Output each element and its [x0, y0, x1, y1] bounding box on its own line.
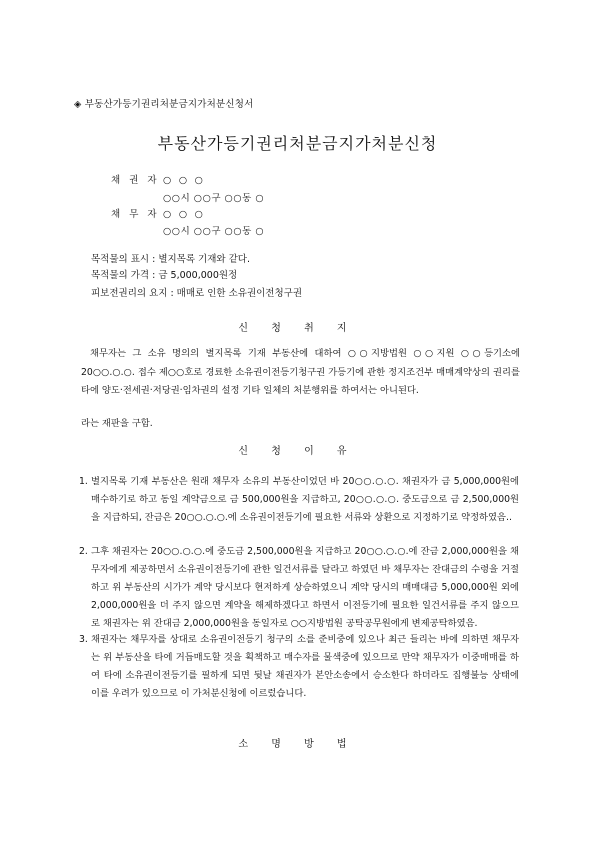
debtor-label: 채 무 자 — [111, 209, 160, 220]
object-display: 목적물의 표시 : 별지목록 기재와 같다. — [91, 254, 250, 265]
object-price: 목적물의 가격 : 금 5,000,000원정 — [91, 270, 238, 281]
reason-item-3 — [79, 631, 519, 703]
creditor-label: 채 권 자 — [111, 175, 160, 186]
document-title: 부동산가등기권리처분금지가처분신청 — [157, 134, 438, 153]
reason-text-2: 그후 채권자는 20○○.○.○.에 중도금 2,500,000원을 지급하고 20○○.○.○.에 잔금 2,000,000원을 채무자에게 제공하면서 소유권이전등기에 관한 일건서류를 달라고 하였던 바 채무자는 잔대금의 수령을 거절하고 위 부동산의 시가가 계약 당시보다 현저하게 상승하였으니 계약 당시의 매매대금 5,000,000원 외에 2,000,000원을 더 주지 않으면 계약을 해제하겠다고 하면서 이전등기에 필요한 일건서류를 주지 않으므로 채권자는 위 잔대금 2,000,000원을 동일자로 ○○지방법원 공탁공무원에게 변제공탁하였음. — [91, 546, 519, 629]
reason-item-2 — [79, 543, 519, 633]
section-purpose-heading: 신 청 취 지 — [238, 323, 357, 334]
debtor-name: ○ ○ ○ — [163, 209, 204, 220]
reason-number-3: 3. — [79, 634, 88, 645]
debtor-address: ○○시 ○○구 ○○동 ○ — [163, 226, 265, 237]
reason-text-3: 채권자는 채무자를 상대로 소유권이전등기 청구의 소를 준비중에 있으나 최근 들리는 바에 의하면 채무자는 위 부동산을 타에 거듭매도할 것을 획책하고 매수자를 물색중에 있으므로 만약 채무자가 이중매매를 하여 타에 소유권이전등기를 필하게 되면 뒷날 채권자가 본안소송에서 승소한다 하더라도 집행불능 상태에 이를 우려가 있으므로 이 가처분신청에 이르렀습니다. — [91, 634, 519, 699]
reason-item-1 — [79, 473, 519, 527]
section-reason-heading: 신 청 이 유 — [238, 446, 357, 457]
right-summary: 피보전권리의 요지 : 매매로 인한 소유권이전청구권 — [91, 288, 303, 299]
creditor-address: ○○시 ○○구 ○○동 ○ — [163, 193, 265, 204]
reason-text-1: 별지목록 기재 부동산은 원래 채무자 소유의 부동산이었던 바 20○○.○.○. 채권자가 금 5,000,000원에 매수하기로 하고 동일 계약금으로 금 500,000원을 지급하고, 20○○.○.○. 중도금으로 금 2,500,000원을 지급하되, 잔금은 20○○.○.○.에 소유권이전등기에 필요한 서류와 상환으로 지정하기로 약정하였음.. — [91, 476, 519, 523]
creditor-row — [111, 172, 203, 186]
purpose-text: 채무자는 그 소유 명의의 별지목록 기재 부동산에 대하여 ○○지방법원 ○○지원 ○○등기소에 20○○.○.○. 접수 제○○호로 경료한 소유권이전등기청구권 가등기에 관한 정지조건부 매매계약상의 권리를 타에 양도·전세권·저당권·임차권의 설정 기타 일체의 처분행위를 하여서는 아니된다. — [81, 348, 520, 397]
document-header-line: ◈ 부동산가등기권리처분금지가처분신청서 — [74, 99, 254, 110]
creditor-name: ○ ○ ○ — [163, 175, 204, 186]
debtor-row — [111, 206, 203, 220]
section-evidence-heading: 소 명 방 법 — [238, 739, 357, 750]
reason-number-2: 2. — [79, 546, 88, 557]
reason-number-1: 1. — [79, 476, 88, 487]
purpose-closing: 라는 재판을 구함. — [81, 418, 153, 429]
